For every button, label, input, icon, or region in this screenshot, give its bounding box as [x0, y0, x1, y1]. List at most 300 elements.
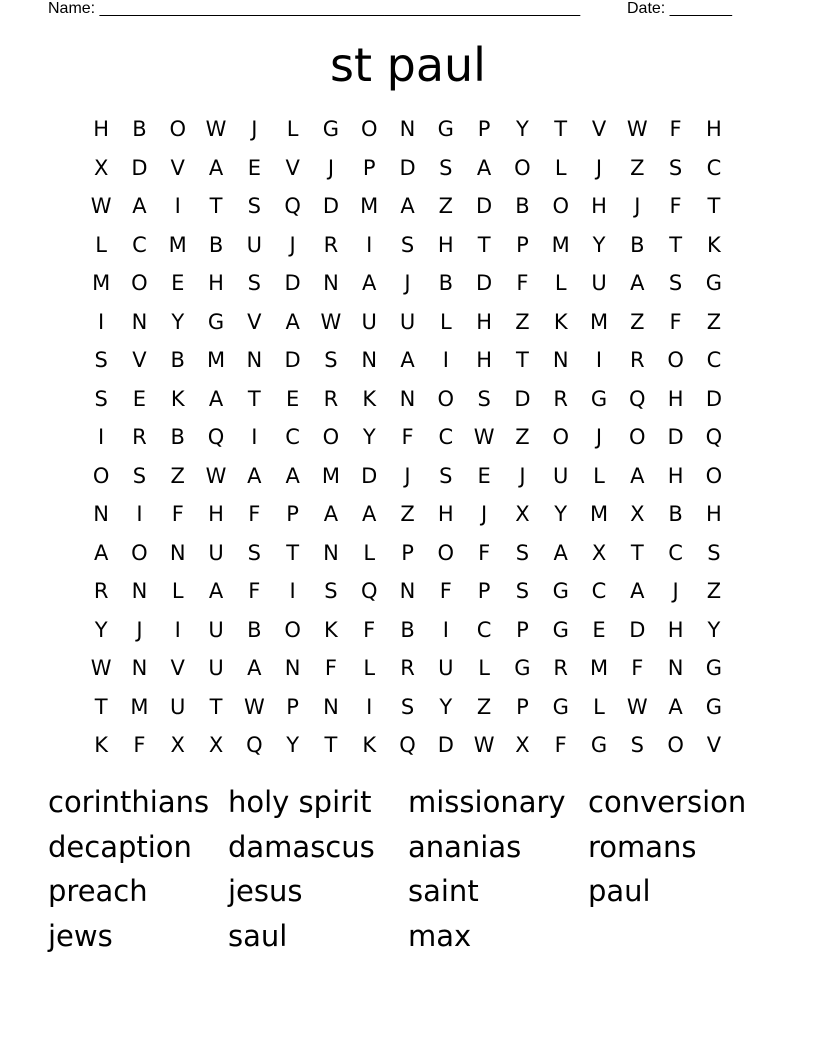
grid-letter: E — [132, 386, 147, 411]
grid-letter: S — [247, 194, 261, 218]
grid-letter: C — [132, 232, 147, 257]
grid-letter: O — [514, 155, 531, 180]
grid-letter: F — [516, 271, 529, 295]
grid-letter: S — [515, 540, 530, 565]
grid-letter: L — [363, 540, 376, 565]
grid-letter: A — [323, 502, 339, 526]
grid-letter: M — [130, 694, 149, 719]
grid-letter: M — [92, 271, 111, 295]
grid-letter: M — [589, 309, 609, 334]
grid-letter: L — [554, 271, 567, 295]
grid-letter: I — [174, 617, 181, 642]
grid-letter: O — [284, 617, 301, 642]
grid-letter: B — [170, 348, 185, 372]
grid-letter: S — [247, 540, 261, 565]
grid-letter: J — [595, 425, 603, 449]
grid-letter: M — [206, 348, 226, 372]
grid-letter: K — [324, 617, 338, 642]
grid-letter: T — [209, 194, 223, 218]
grid-letter: D — [437, 733, 454, 757]
grid-letter: E — [592, 617, 606, 642]
grid-letter: N — [323, 694, 339, 719]
grid-letter: C — [706, 155, 722, 180]
grid-letter: U — [208, 540, 224, 565]
grid-letter: M — [168, 232, 187, 257]
grid-letter: O — [552, 425, 569, 449]
word-bank-item: jews — [48, 919, 113, 954]
grid-letter: G — [705, 656, 723, 680]
grid-letter: S — [439, 463, 453, 488]
grid-letter: V — [170, 155, 185, 180]
grid-letter: H — [476, 309, 493, 334]
grid-letter: F — [171, 502, 184, 526]
grid-letter: J — [289, 232, 296, 257]
grid-letter: N — [399, 386, 416, 411]
grid-letter: F — [248, 502, 261, 526]
grid-letter: Y — [707, 617, 721, 642]
grid-letter: I — [595, 348, 603, 372]
grid-letter: U — [246, 232, 263, 257]
grid-letter: N — [323, 540, 339, 565]
grid-letter: M — [321, 463, 340, 488]
grid-letter: G — [705, 694, 723, 719]
grid-letter: B — [170, 425, 185, 449]
grid-letter: K — [94, 733, 109, 757]
grid-letter: Z — [630, 155, 645, 180]
grid-letter: I — [366, 232, 373, 257]
grid-letter: U — [170, 694, 186, 719]
grid-letter: G — [322, 117, 340, 141]
grid-letter: B — [668, 502, 683, 526]
grid-letter: R — [400, 656, 415, 680]
grid-letter: Y — [171, 309, 185, 334]
grid-letter: Z — [476, 694, 492, 719]
grid-letter: I — [366, 694, 373, 719]
grid-letter: U — [361, 309, 377, 334]
grid-letter: M — [589, 656, 609, 680]
grid-letter: Y — [554, 502, 568, 526]
grid-letter: H — [667, 386, 684, 411]
word-bank-item: saul — [228, 919, 288, 954]
grid-letter: Y — [362, 425, 376, 449]
grid-letter: Y — [439, 694, 453, 719]
grid-letter: I — [98, 425, 105, 449]
grid-letter: F — [324, 656, 337, 680]
grid-letter: N — [552, 348, 569, 372]
grid-letter: A — [208, 386, 224, 411]
grid-letter: S — [94, 386, 108, 411]
grid-letter: R — [553, 656, 568, 680]
grid-letter: F — [669, 309, 682, 334]
grid-letter: S — [668, 155, 683, 180]
grid-letter: O — [437, 386, 455, 411]
grid-letter: E — [247, 155, 261, 180]
grid-letter: J — [634, 194, 641, 218]
grid-letter: W — [205, 463, 227, 488]
grid-letter: C — [591, 579, 607, 603]
grid-letter: H — [208, 271, 224, 295]
grid-letter: S — [439, 155, 453, 180]
grid-letter: E — [171, 271, 185, 295]
grid-letter: F — [631, 656, 644, 680]
grid-letter: R — [630, 348, 645, 372]
grid-letter: S — [668, 271, 683, 295]
grid-letter: D — [667, 425, 684, 449]
grid-letter: X — [170, 733, 185, 757]
grid-letter: G — [552, 579, 569, 603]
grid-letter: H — [93, 117, 110, 141]
grid-letter: W — [473, 425, 495, 449]
grid-letter: W — [205, 117, 227, 141]
grid-letter: C — [706, 348, 722, 372]
grid-letter: L — [593, 463, 605, 488]
grid-letter: B — [515, 194, 530, 218]
grid-letter: T — [94, 694, 108, 719]
grid-letter: U — [399, 309, 416, 334]
grid-letter: W — [473, 733, 495, 757]
grid-letter: Z — [630, 309, 645, 334]
grid-letter: H — [437, 502, 454, 526]
grid-letter: P — [401, 540, 414, 565]
grid-letter: T — [209, 694, 223, 719]
grid-letter: L — [478, 656, 490, 680]
word-bank-item: holy spirit — [228, 785, 372, 819]
grid-letter: L — [171, 579, 184, 603]
grid-letter: F — [669, 194, 682, 218]
grid-letter: Q — [705, 425, 723, 449]
grid-letter: F — [554, 733, 567, 757]
grid-letter: W — [320, 309, 342, 334]
grid-letter: O — [322, 425, 340, 449]
grid-letter: I — [251, 425, 258, 449]
grid-letter: Q — [284, 194, 301, 218]
grid-letter: N — [399, 117, 416, 141]
grid-letter: S — [400, 694, 415, 719]
grid-letter: X — [630, 502, 645, 526]
word-bank-item: missionary — [408, 785, 566, 819]
page-title: st paul — [330, 38, 486, 92]
grid-letter: Y — [286, 733, 300, 757]
grid-letter: G — [552, 694, 569, 719]
grid-letter: A — [362, 271, 377, 295]
grid-letter: O — [360, 117, 378, 141]
grid-letter: N — [361, 348, 378, 372]
grid-letter: G — [705, 271, 723, 295]
grid-letter: X — [208, 733, 224, 757]
grid-letter: O — [667, 733, 684, 757]
grid-letter: R — [323, 386, 339, 411]
grid-letter: I — [442, 617, 449, 642]
grid-letter: A — [362, 502, 377, 526]
grid-letter: P — [362, 155, 376, 180]
grid-letter: I — [98, 309, 105, 334]
word-bank-item: romans — [588, 829, 697, 864]
grid-letter: P — [286, 694, 299, 719]
grid-letter: I — [289, 579, 296, 603]
grid-letter: V — [591, 117, 607, 141]
grid-letter: O — [131, 540, 148, 565]
grid-letter: M — [551, 232, 570, 257]
grid-letter: K — [362, 733, 377, 757]
grid-letter: T — [707, 194, 721, 218]
grid-letter: L — [363, 656, 376, 680]
word-bank-item: jesus — [228, 874, 303, 909]
grid-letter: P — [286, 502, 299, 526]
grid-letter: X — [515, 733, 530, 757]
grid-letter: N — [323, 271, 339, 295]
grid-letter: S — [477, 386, 491, 411]
grid-letter: S — [515, 579, 530, 603]
grid-letter: F — [478, 540, 491, 565]
grid-letter: G — [207, 309, 225, 334]
grid-letter: W — [90, 656, 112, 680]
name-field-label: Name: ______________________________________________________ — [48, 0, 581, 17]
word-bank-item: ananias — [408, 829, 522, 864]
grid-letter: E — [285, 386, 300, 411]
grid-letter: A — [400, 194, 415, 218]
grid-letter: T — [516, 348, 529, 372]
grid-letter: B — [208, 232, 224, 257]
grid-letter: L — [286, 117, 299, 141]
grid-letter: D — [284, 271, 301, 295]
grid-letter: W — [243, 694, 265, 719]
grid-letter: N — [93, 502, 109, 526]
grid-letter: M — [589, 502, 609, 526]
grid-letter: J — [404, 271, 411, 295]
grid-letter: T — [286, 540, 300, 565]
grid-letter: A — [208, 155, 224, 180]
grid-letter: D — [476, 271, 493, 295]
grid-letter: F — [133, 733, 146, 757]
grid-letter: S — [94, 348, 108, 372]
grid-letter: W — [90, 194, 112, 218]
grid-letter: T — [669, 232, 683, 257]
grid-letter: B — [400, 617, 415, 642]
grid-letter: A — [285, 309, 300, 334]
grid-letter: H — [667, 463, 684, 488]
grid-letter: O — [552, 194, 569, 218]
grid-letter: H — [437, 232, 454, 257]
grid-letter: J — [136, 617, 143, 642]
grid-letter: Z — [170, 463, 185, 488]
grid-letter: J — [519, 463, 526, 488]
grid-letter: O — [131, 271, 148, 295]
grid-letter: Z — [706, 309, 722, 334]
grid-letter: H — [667, 617, 684, 642]
grid-letter: Q — [246, 733, 263, 757]
grid-letter: H — [476, 348, 493, 372]
grid-letter: D — [514, 386, 531, 411]
grid-letter: Z — [438, 194, 454, 218]
grid-letter: A — [668, 694, 683, 719]
word-bank-item: max — [408, 919, 472, 954]
grid-letter: A — [630, 463, 645, 488]
grid-letter: Z — [706, 579, 722, 603]
grid-letter: N — [169, 540, 186, 565]
grid-letter: G — [590, 733, 608, 757]
grid-letter: N — [246, 348, 263, 372]
grid-letter: A — [208, 579, 224, 603]
grid-letter: I — [136, 502, 143, 526]
grid-letter: D — [399, 155, 416, 180]
grid-letter: Q — [360, 579, 378, 603]
grid-letter: D — [361, 463, 378, 488]
grid-letter: S — [707, 540, 721, 565]
grid-letter: S — [630, 733, 644, 757]
grid-letter: L — [439, 309, 452, 334]
grid-letter: N — [131, 309, 148, 334]
grid-letter: O — [629, 425, 646, 449]
grid-letter: V — [706, 733, 722, 757]
grid-letter: U — [438, 656, 454, 680]
grid-letter: K — [707, 232, 721, 257]
grid-letter: V — [247, 309, 262, 334]
grid-letter: O — [169, 117, 186, 141]
grid-letter: J — [595, 155, 603, 180]
grid-letter: N — [667, 656, 684, 680]
grid-letter: J — [327, 155, 335, 180]
grid-letter: H — [706, 117, 722, 141]
grid-letter: L — [554, 155, 567, 180]
grid-letter: B — [438, 271, 454, 295]
grid-letter: P — [477, 117, 491, 141]
grid-letter: I — [442, 348, 449, 372]
grid-letter: T — [554, 117, 568, 141]
grid-letter: N — [131, 579, 148, 603]
grid-letter: P — [516, 694, 529, 719]
word-bank — [48, 780, 768, 959]
grid-letter: K — [553, 309, 568, 334]
grid-letter: Z — [400, 502, 415, 526]
grid-letter: Z — [515, 425, 530, 449]
grid-letter: J — [481, 502, 488, 526]
grid-letter: R — [323, 232, 339, 257]
grid-letter: S — [324, 348, 338, 372]
grid-letter: S — [324, 579, 338, 603]
grid-letter: P — [477, 579, 491, 603]
grid-letter: E — [477, 463, 491, 488]
grid-letter: T — [247, 386, 261, 411]
word-bank-item: corinthians — [48, 785, 210, 819]
grid-letter: R — [132, 425, 147, 449]
grid-letter: T — [324, 733, 338, 757]
grid-letter: K — [170, 386, 185, 411]
grid-letter: O — [705, 463, 723, 488]
grid-letter: S — [400, 232, 415, 257]
grid-letter: A — [285, 463, 300, 488]
grid-letter: A — [476, 155, 492, 180]
grid-letter: D — [131, 155, 148, 180]
grid-letter: V — [170, 656, 185, 680]
grid-letter: D — [705, 386, 722, 411]
grid-letter: O — [92, 463, 110, 488]
grid-letter: A — [630, 271, 645, 295]
grid-letter: D — [284, 348, 301, 372]
grid-letter: S — [132, 463, 147, 488]
grid-letter: A — [93, 540, 109, 565]
grid-letter: N — [284, 656, 301, 680]
grid-letter: B — [630, 232, 645, 257]
grid-letter: B — [247, 617, 262, 642]
grid-letter: S — [247, 271, 261, 295]
grid-letter: O — [667, 348, 684, 372]
grid-letter: V — [132, 348, 147, 372]
grid-letter: G — [437, 117, 454, 141]
grid-letter: A — [247, 656, 262, 680]
grid-letter: D — [322, 194, 340, 218]
grid-letter: A — [553, 540, 568, 565]
grid-letter: J — [251, 117, 258, 141]
grid-letter: Q — [207, 425, 225, 449]
word-bank-item: saint — [408, 874, 479, 909]
word-bank-item: conversion — [588, 785, 747, 819]
grid-letter: H — [706, 502, 722, 526]
grid-letter: L — [593, 694, 605, 719]
grid-letter: R — [553, 386, 568, 411]
grid-letter: F — [248, 579, 261, 603]
grid-letter: W — [626, 694, 648, 719]
grid-letter: Q — [399, 733, 416, 757]
grid-letter: U — [208, 656, 224, 680]
grid-letter: F — [401, 425, 414, 449]
word-bank-item: paul — [588, 874, 651, 909]
grid-letter: T — [477, 232, 491, 257]
grid-letter: B — [132, 117, 147, 141]
grid-letter: X — [591, 540, 607, 565]
grid-letter: R — [93, 579, 109, 603]
grid-letter: A — [630, 579, 645, 603]
grid-letter: V — [285, 155, 300, 180]
word-bank-item: damascus — [228, 829, 375, 864]
grid-letter: C — [285, 425, 300, 449]
grid-letter: J — [672, 579, 679, 603]
grid-letter: G — [514, 656, 531, 680]
grid-letter: A — [132, 194, 147, 218]
grid-letter: T — [630, 540, 644, 565]
word-bank-item: decaption — [48, 829, 192, 864]
grid-letter: C — [476, 617, 492, 642]
grid-letter: I — [174, 194, 181, 218]
grid-letter: J — [404, 463, 411, 488]
grid-letter: D — [629, 617, 646, 642]
grid-letter: U — [591, 271, 607, 295]
grid-letter: X — [515, 502, 530, 526]
grid-letter: H — [591, 194, 607, 218]
grid-letter: L — [95, 232, 107, 257]
grid-letter: C — [438, 425, 454, 449]
grid-letter: G — [552, 617, 569, 642]
grid-letter: U — [553, 463, 569, 488]
grid-letter: Y — [592, 232, 606, 257]
grid-letter: Y — [94, 617, 108, 642]
grid-letter: Z — [515, 309, 530, 334]
grid-letter: N — [399, 579, 416, 603]
letter-grid — [82, 110, 733, 765]
grid-letter: M — [360, 194, 379, 218]
grid-letter: Y — [516, 117, 529, 141]
grid-letter: F — [669, 117, 682, 141]
grid-letter: X — [93, 155, 109, 180]
grid-letter: H — [208, 502, 224, 526]
word-bank-item: preach — [48, 874, 148, 909]
grid-letter: P — [516, 232, 529, 257]
grid-letter: C — [668, 540, 683, 565]
date-field-label: Date: _______ — [627, 0, 732, 17]
grid-letter: O — [437, 540, 455, 565]
grid-letter: Q — [629, 386, 646, 411]
grid-letter: P — [516, 617, 529, 642]
grid-letter: A — [247, 463, 262, 488]
